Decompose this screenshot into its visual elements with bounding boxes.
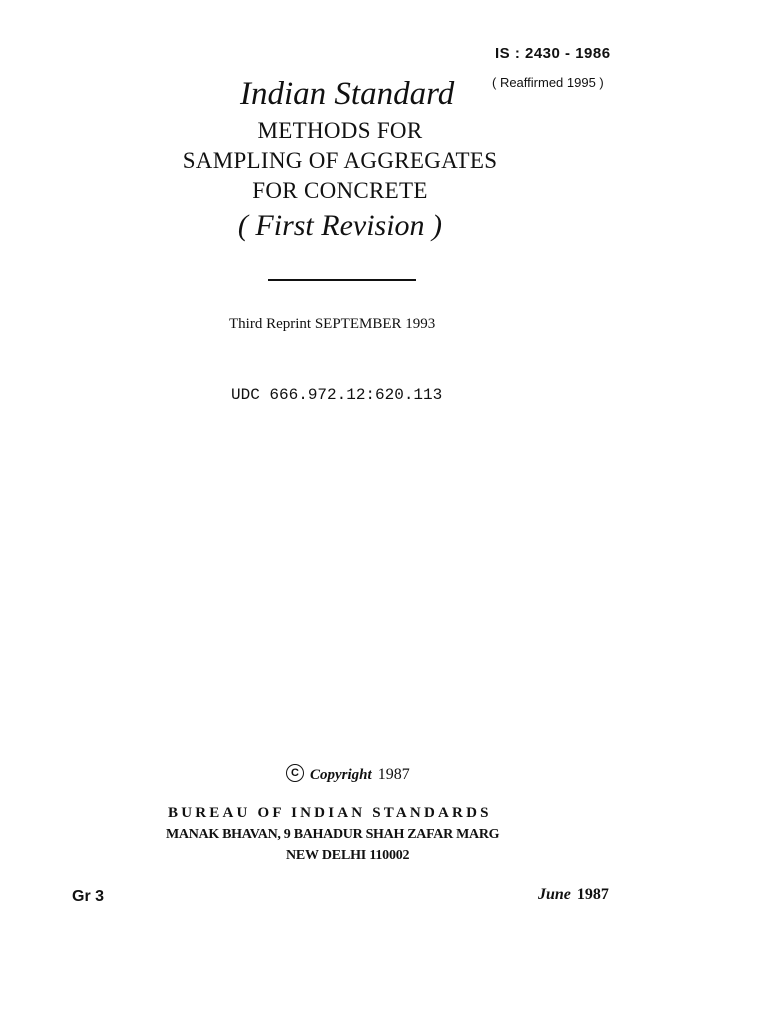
title-line-3: FOR CONCRETE (252, 178, 428, 203)
issue-date (538, 886, 609, 904)
divider-rule (268, 279, 416, 281)
publisher-address: MANAK BHAVAN, 9 BAHADUR SHAH ZAFAR MARG (166, 827, 500, 842)
reprint-note: Third Reprint SEPTEMBER 1993 (229, 316, 436, 332)
standard-number: IS : 2430 - 1986 (495, 45, 611, 62)
publisher-city: NEW DELHI 110002 (286, 848, 410, 863)
udc-code: UDC 666.972.12:620.113 (231, 386, 443, 404)
price-group: Gr 3 (72, 888, 105, 905)
reaffirmed-note: ( Reaffirmed 1995 ) (492, 75, 604, 90)
title-line-1: METHODS FOR (257, 118, 423, 143)
copyright-icon: C (286, 764, 304, 782)
copyright-line (286, 766, 410, 784)
title-line-2: SAMPLING OF AGGREGATES (182, 148, 498, 173)
issue-month: June (538, 886, 571, 903)
revision-label: ( First Revision ) (237, 209, 443, 242)
document-series-title: Indian Standard (240, 76, 455, 112)
copyright-year: 1987 (377, 766, 410, 783)
publisher-name: BUREAU OF INDIAN STANDARDS (168, 805, 492, 821)
copyright-word: Copyright (310, 767, 372, 783)
issue-year: 1987 (576, 886, 609, 903)
